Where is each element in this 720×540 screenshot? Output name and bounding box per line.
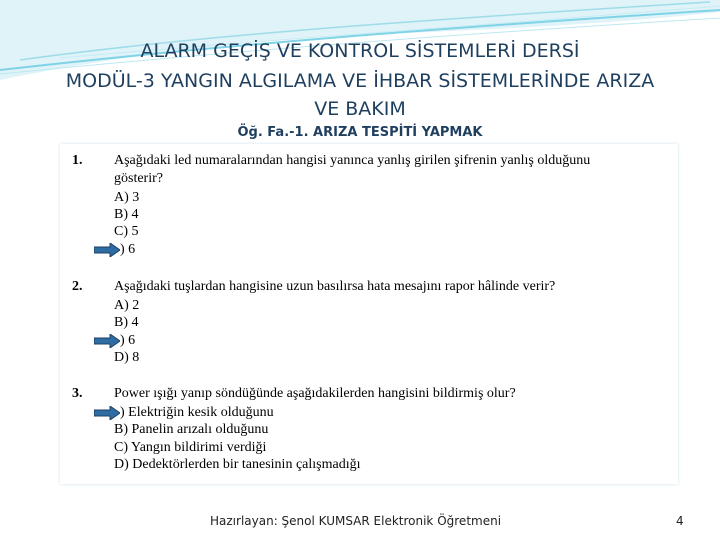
question-text (114, 385, 674, 403)
answer-option: B) 4 (114, 207, 139, 222)
question-number: 1. (72, 153, 83, 168)
question-text-line: Aşağıdaki tuşlardan hangisine uzun basılırsa hata mesajını rapor hâlinde verir? (114, 279, 556, 294)
question-number: 2. (72, 279, 83, 294)
page-title-line-1: ALARM GEÇİŞ VE KONTROL SİSTEMLERİ DERSİ (140, 40, 580, 62)
page-subtitle: Öğ. Fa.-1. ARIZA TESPİTİ YAPMAK (237, 125, 483, 140)
right-arrow-icon (94, 406, 120, 420)
page-number: 4 (676, 514, 684, 528)
question-text-line: Power ışığı yanıp söndüğünde aşağıdakilerden hangisini bildirmiş olur? (114, 386, 516, 401)
answer-option: D) Dedektörlerden bir tanesinin çalışmadığı (114, 457, 361, 472)
question-text-line: gösterir? (114, 170, 163, 186)
question-text (114, 152, 674, 187)
right-arrow-icon (94, 334, 120, 348)
answer-option: C) Yangın bildirimi verdiği (114, 440, 267, 455)
answer-option: ) Elektriğin kesik olduğunu (120, 405, 274, 420)
right-arrow-icon (94, 243, 120, 257)
answer-option: A) 2 (114, 298, 140, 313)
question-text (114, 278, 674, 296)
answer-option: C) 5 (114, 224, 139, 239)
footer-author: Hazırlayan: Şenol KUMSAR Elektronik Öğretmeni (210, 514, 502, 528)
answer-option: ) 6 (120, 333, 136, 348)
answer-option: B) 4 (114, 315, 139, 330)
page-title-line-2: MODÜL-3 YANGIN ALGILAMA VE İHBAR SİSTEMLERİNDE ARIZA (65, 70, 655, 92)
answer-option: A) 3 (114, 190, 140, 205)
answer-option: D) 8 (114, 350, 140, 365)
answer-option: ) 6 (120, 242, 136, 257)
answer-option: B) Panelin arızalı olduğunu (114, 422, 269, 437)
question-number: 3. (72, 386, 83, 401)
questions-panel (60, 144, 678, 484)
page-title-line-3: VE BAKIM (314, 98, 406, 120)
question-text-line: Aşağıdaki led numaralarından hangisi yanınca yanlış girilen şifrenin yanlış olduğunu (114, 153, 591, 168)
